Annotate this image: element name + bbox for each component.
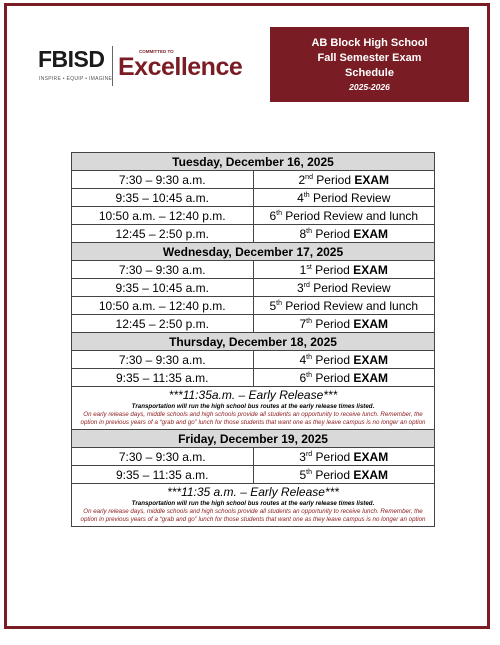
period-activity: Period Review: [309, 280, 391, 295]
period-number: 3: [296, 280, 304, 295]
exam-slot-row: [72, 279, 435, 297]
period-number: 8: [299, 226, 307, 241]
slot-time: 7:30 – 9:30 a.m.: [72, 261, 254, 279]
slot-time: 9:35 – 11:35 a.m.: [72, 466, 254, 484]
slot-time: 12:45 – 2:50 p.m.: [72, 315, 254, 333]
logo-excellence-text: Excellence: [118, 53, 243, 81]
slot-time: 10:50 a.m. – 12:40 p.m.: [72, 297, 254, 315]
title-banner: [270, 27, 469, 102]
slot-period: [253, 448, 435, 466]
period-activity: Period Review: [309, 190, 391, 205]
lunch-note: On early release days, middle schools and high schools provide all students an opportunity to receive lunch. Remember, the option in previous years of a “grab and go” lunch for those students that want one as they leave campus is no longer an option: [80, 411, 426, 426]
transportation-note: Transportation will run the high school bus routes at the early release times listed.: [131, 500, 375, 507]
period-ordinal: nd: [305, 173, 313, 181]
slot-period: [253, 369, 435, 387]
exam-schedule-table: [71, 152, 435, 527]
slot-period: [253, 351, 435, 369]
slot-time: 9:35 – 10:45 a.m.: [72, 279, 254, 297]
slot-period: [253, 189, 435, 207]
exam-label: EXAM: [353, 467, 389, 482]
period-number: 3: [299, 449, 306, 464]
slot-period: [253, 297, 435, 315]
exam-label: EXAM: [354, 172, 389, 187]
slot-period: [253, 279, 435, 297]
slot-time: 7:30 – 9:30 a.m.: [72, 171, 254, 189]
day-heading: Wednesday, December 17, 2025: [72, 243, 435, 261]
exam-label: EXAM: [353, 370, 389, 385]
period-activity: Period: [312, 226, 354, 241]
period-ordinal: th: [306, 371, 312, 379]
period-number: 6: [269, 208, 277, 223]
period-number: 6: [299, 370, 307, 385]
period-ordinal: th: [276, 209, 282, 217]
logo-committed-text: COMMITTED TO: [139, 49, 174, 54]
period-activity: Period: [312, 352, 354, 367]
period-ordinal: rd: [305, 450, 313, 458]
exam-slot-row: [72, 297, 435, 315]
period-number: 4: [299, 352, 307, 367]
exam-slot-row: [72, 466, 435, 484]
period-ordinal: th: [306, 468, 312, 476]
logo-fbisd-text: FBISD: [38, 46, 105, 72]
exam-label: EXAM: [353, 316, 389, 331]
exam-slot-row: [72, 171, 435, 189]
exam-slot-row: [72, 261, 435, 279]
period-number: 1: [299, 262, 307, 277]
exam-label: EXAM: [353, 449, 389, 464]
day-header-row: [72, 243, 435, 261]
period-activity: Period Review and lunch: [281, 298, 419, 313]
early-release-note: [72, 484, 435, 527]
exam-label: EXAM: [353, 226, 389, 241]
slot-time: 12:45 – 2:50 p.m.: [72, 225, 254, 243]
period-number: 2: [298, 172, 306, 187]
period-number: 7: [299, 316, 307, 331]
slot-time: 10:50 a.m. – 12:40 p.m.: [72, 207, 254, 225]
slot-time: 7:30 – 9:30 a.m.: [72, 351, 254, 369]
slot-period: [253, 315, 435, 333]
period-activity: Period: [312, 316, 354, 331]
day-header-row: [72, 430, 435, 448]
period-ordinal: th: [306, 317, 312, 325]
period-number: 5: [269, 298, 277, 313]
period-activity: Period: [311, 262, 354, 277]
exam-slot-row: [72, 369, 435, 387]
slot-period: [253, 207, 435, 225]
exam-label: EXAM: [353, 352, 389, 367]
period-activity: Period Review and lunch: [281, 208, 419, 223]
period-activity: Period: [312, 449, 354, 464]
exam-slot-row: [72, 315, 435, 333]
transportation-note: Transportation will run the high school bus routes at the early release times listed.: [131, 403, 375, 410]
slot-period: [253, 466, 435, 484]
slot-time: 9:35 – 10:45 a.m.: [72, 189, 254, 207]
period-ordinal: rd: [303, 281, 310, 289]
exam-slot-row: [72, 207, 435, 225]
exam-slot-row: [72, 448, 435, 466]
district-logo: [38, 42, 258, 92]
early-release-row: [72, 387, 435, 430]
period-activity: Period: [312, 172, 355, 187]
title-school: AB Block High School: [311, 36, 428, 49]
exam-slot-row: [72, 189, 435, 207]
day-heading: Thursday, December 18, 2025: [72, 333, 435, 351]
slot-time: 9:35 – 11:35 a.m.: [72, 369, 254, 387]
period-ordinal: th: [303, 191, 310, 199]
early-release-time: ***11:35a.m. – Early Release***: [168, 388, 338, 402]
title-schedule: Schedule: [345, 66, 394, 79]
slot-time: 7:30 – 9:30 a.m.: [72, 448, 254, 466]
period-activity: Period: [312, 370, 354, 385]
period-ordinal: st: [306, 263, 312, 271]
exam-slot-row: [72, 351, 435, 369]
day-header-row: [72, 153, 435, 171]
period-ordinal: th: [306, 227, 312, 235]
period-ordinal: th: [306, 353, 312, 361]
early-release-row: [72, 484, 435, 527]
title-year: 2025-2026: [349, 81, 390, 92]
day-heading: Tuesday, December 16, 2025: [72, 153, 435, 171]
logo-tagline: INSPIRE • EQUIP • IMAGINE: [39, 76, 113, 82]
slot-period: [253, 225, 435, 243]
title-semester: Fall Semester Exam: [317, 51, 422, 64]
day-header-row: [72, 333, 435, 351]
period-ordinal: th: [276, 299, 282, 307]
slot-period: [253, 171, 435, 189]
period-activity: Period: [312, 467, 354, 482]
day-heading: Friday, December 19, 2025: [72, 430, 435, 448]
period-number: 4: [297, 190, 304, 205]
slot-period: [253, 261, 435, 279]
exam-label: EXAM: [353, 262, 388, 277]
period-number: 5: [299, 467, 307, 482]
early-release-time: ***11:35 a.m. – Early Release***: [167, 485, 339, 499]
logo-divider: [112, 46, 113, 86]
exam-slot-row: [72, 225, 435, 243]
lunch-note: On early release days, middle schools and high schools provide all students an opportunity to receive lunch. Remember, the option in previous years of a “grab and go” lunch for those students that want one as they leave campus is no longer an option: [80, 508, 426, 523]
early-release-note: [72, 387, 435, 430]
